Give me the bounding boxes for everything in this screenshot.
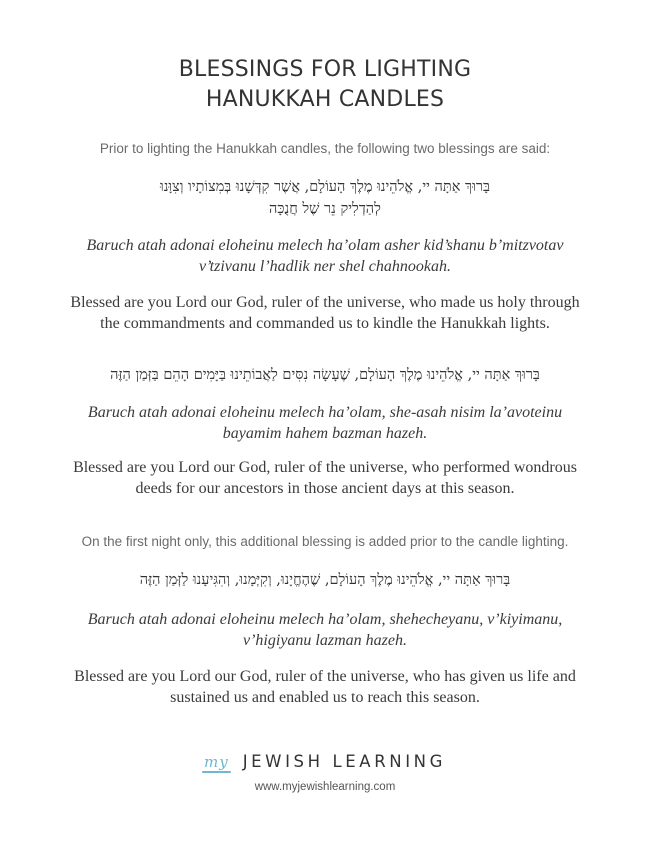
my-jewish-learning-logo: [0, 752, 650, 771]
first-night-english: [55, 666, 595, 708]
intro-text: Prior to lighting the Hanukkah candles, the following two blessings are said:: [99, 141, 551, 156]
blessing-2-english-line-2: deeds for our ancestors in those ancient days at this season.: [135, 480, 515, 497]
first-night-translit-line-2: v’higiyanu lazman hazeh.: [243, 632, 407, 649]
first-night-hebrew: [60, 569, 590, 591]
website-url[interactable]: www.myjewishlearning.com: [254, 781, 396, 793]
blessing-1-english: [55, 292, 595, 334]
title-line-2: HANUKKAH CANDLES: [205, 87, 445, 112]
blessing-1-transliteration: [60, 235, 590, 277]
blessing-1-english-line-1: Blessed are you Lord our God, ruler of the universe, who made us holy through: [70, 294, 580, 311]
blessing-1-hebrew-line-2: לְהַדְלִיק נֵר שֶׁל חֲנֻכָּה: [269, 201, 381, 217]
blessing-2-hebrew-line-1: בָּרוּךְ אַתָּה יי, אֱלֹהֵינוּ מֶלֶךְ הָעוֹלָם, שֶׁעָשָׂה נִסִּים לַאֲבוֹתֵינוּ בַּיָּמִים הָהֵם בַּזְּמַן הַזֶּה: [110, 367, 540, 383]
blessing-2-english-line-1: Blessed are you Lord our God, ruler of the universe, who performed wondrous: [73, 459, 577, 476]
blessing-1-english-line-2: the commandments and commanded us to kindle the Hanukkah lights.: [100, 315, 550, 332]
blessing-2-translit-line-2: bayamim hahem bazman hazeh.: [222, 425, 428, 442]
title-line-1: BLESSINGS FOR LIGHTING: [178, 57, 472, 82]
logo-wordmark: JEWISH LEARNING: [242, 752, 446, 771]
logo-my-mark: my: [203, 753, 229, 771]
blessing-2-transliteration: [60, 402, 590, 444]
first-night-english-line-2: sustained us and enabled us to reach this season.: [170, 689, 480, 706]
page-title: [0, 55, 650, 115]
blessing-1-hebrew: [60, 176, 590, 220]
blessing-2-translit-line-1: Baruch atah adonai eloheinu melech ha’olam, she-asah nisim la’avoteinu: [87, 404, 563, 421]
first-night-note: On the first night only, this additional blessing is added prior to the candle lighting.: [81, 534, 569, 549]
blessing-2-hebrew: [60, 364, 590, 386]
blessing-1-translit-line-1: Baruch atah adonai eloheinu melech ha’olam asher kid’shanu b’mitzvotav: [86, 237, 564, 254]
first-night-transliteration: [60, 609, 590, 651]
first-night-translit-line-1: Baruch atah adonai eloheinu melech ha’olam, shehecheyanu, v’kiyimanu,: [87, 611, 563, 628]
first-night-english-line-1: Blessed are you Lord our God, ruler of the universe, who has given us life and: [74, 668, 576, 685]
blessing-1-translit-line-2: v’tzivanu l’hadlik ner shel chahnookah.: [199, 258, 451, 275]
first-night-hebrew-line-1: בָּרוּךְ אַתָּה יי, אֱלֹהֵינוּ מֶלֶךְ הָעוֹלָם, שֶׁהֶחֱיָנוּ, וְקִיְּמָנוּ, וְהִגִּיעָנוּ לַזְּמַן הַזֶּה: [139, 572, 511, 588]
blessing-1-hebrew-line-1: בָּרוּךְ אַתָּה יי, אֱלֹהֵינוּ מֶלֶךְ הָעוֹלָם, אֲשֶׁר קִדְּשָׁנוּ בְּמִצוֹתָיו וְצִוָּנוּ: [160, 179, 490, 195]
blessing-2-english: [55, 457, 595, 499]
